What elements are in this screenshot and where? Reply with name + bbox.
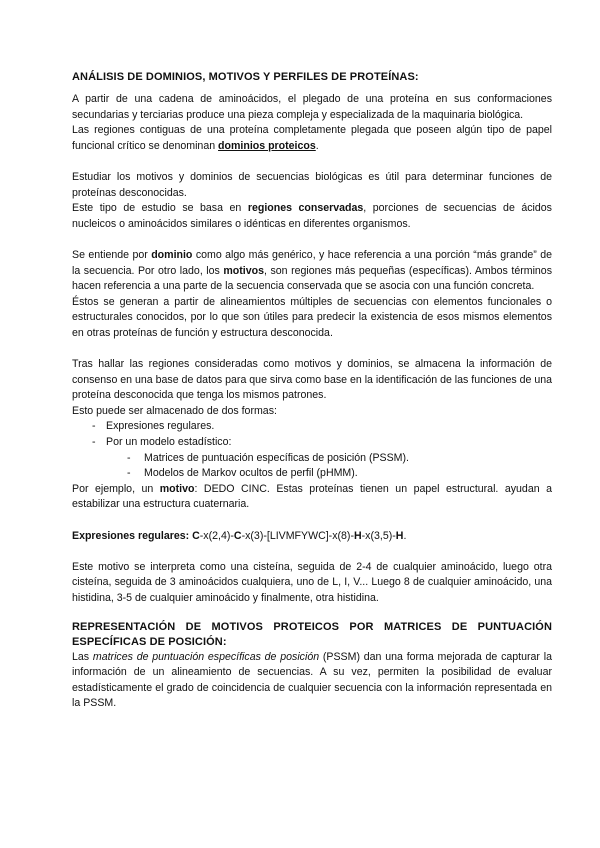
paragraph-estudiar-motivos: Estudiar los motivos y dominios de secuencias biológicas es útil para determinar funciones de proteínas desconocidas. [72, 170, 552, 199]
section-heading-analisis: ANÁLISIS DE DOMINIOS, MOTIVOS Y PERFILES DE PROTEÍNAS: [72, 71, 419, 83]
paragraph-tras-hallar: Tras hallar las regiones consideradas como motivos y dominios, se almacena la información de consenso en una base de datos para que sirva como base en la identificación de las funciones de una proteína desconocida que tenga los mismos patrones. [72, 358, 552, 402]
regex-residue: C [192, 529, 200, 542]
list-item [72, 435, 552, 451]
regex-label: Expresiones regulares: [72, 529, 193, 542]
section-heading-pssm: REPRESENTACIÓN DE MOTIVOS PROTEICOS POR MATRICES DE PUNTUACIÓN ESPECÍFICAS DE POSICIÓN: [72, 620, 552, 648]
regex-segment: -x(2,4)- [199, 529, 234, 542]
text-span: como algo más genérico, y hace referencia a una porción “más grande” de la secuencia. Por otro lado, los [72, 248, 552, 277]
term-dominio: dominio [151, 248, 193, 261]
term-motivo: motivo [159, 482, 195, 495]
list-item [72, 466, 552, 482]
text-span: . [315, 139, 319, 152]
paragraph-pssm [72, 650, 552, 712]
storage-forms-list [72, 419, 552, 450]
regex-segment: -x(3,5)- [361, 529, 396, 542]
text-span: Este tipo de estudio se basa en [72, 202, 248, 215]
term-pssm-italic: matrices de puntuación específicas de posición [92, 650, 320, 663]
spacer [72, 544, 552, 560]
regex-residue: H [395, 529, 404, 542]
spacer [72, 607, 552, 620]
text-span: : DEDO CINC. Estas proteínas tienen un papel estructural. ayudan a estabilizar una estructura cuaternaria. [72, 482, 552, 511]
paragraph-almacenado: Esto puede ser almacenado de dos formas: [72, 404, 277, 417]
statistical-model-sublist [72, 451, 552, 482]
paragraph-regiones-conservadas [72, 201, 552, 232]
paragraph-dominios-proteicos [72, 123, 552, 154]
list-dash: - [127, 467, 131, 480]
regex-residue: C [233, 529, 242, 542]
text-span: Las [72, 650, 93, 663]
term-regiones-conservadas: regiones conservadas [247, 202, 364, 215]
list-dash: - [92, 436, 96, 449]
list-item-label: Expresiones regulares. [106, 420, 215, 433]
paragraph-alineamientos: Éstos se generan a partir de alineamientos múltiples de secuencias con elementos funcionales o estructurales conocidos, por lo que son útiles para predecir la existencia de esos mismos elementos en otras proteínas de función y estructura desconocida. [72, 295, 552, 339]
regex-segment: -x(3)-[LIVMFYWC]-x(8)- [241, 529, 354, 542]
list-item-label: Modelos de Markov ocultos de perfil (pHMM). [144, 467, 358, 480]
term-dominios-proteicos: dominios proteicos [218, 139, 316, 152]
paragraph-plegado: A partir de una cadena de aminoácidos, el plegado de una proteína en sus conformaciones secundarias y terciarias produce una pieza compleja y especializada de la maquinaria biológica. [72, 93, 552, 121]
text-span: (PSSM) dan una forma mejorada de capturar la información de un alineamiento de secuencias. A su vez, permiten la posibilidad de evaluar estadísticamente el grado de coincidencia de cualquier secuencia con la información representada en la PSSM. [72, 650, 552, 710]
regex-motif-line [72, 529, 552, 545]
paragraph-dominio-motivo [72, 248, 552, 295]
text-span: Las regiones contiguas de una proteína completamente plegada que poseen algún tipo de papel funcional crítico se denominan [72, 124, 552, 152]
term-motivos: motivos [223, 264, 265, 277]
text-span: Se entiende por [72, 248, 152, 261]
list-item [72, 419, 552, 435]
spacer [72, 342, 552, 358]
list-item-label: Matrices de puntuación específicas de posición (PSSM). [144, 451, 409, 464]
regex-residue: H [353, 529, 362, 542]
list-item-label: Por un modelo estadístico: [106, 436, 232, 449]
text-span: , porciones de secuencias de ácidos nucleicos o aminoácidos similares o idénticas en diferentes organismos. [72, 202, 552, 230]
spacer [72, 154, 552, 170]
paragraph-ejemplo-motivo [72, 482, 552, 513]
regex-segment: . [403, 529, 407, 542]
paragraph-interpretacion: Este motivo se interpreta como una cisteína, seguida de 2-4 de cualquier aminoácido, luego otra cisteína, seguida de 3 aminoácidos cualquiera, uno de L, I, V... Luego 8 de cualquier aminoácido, una histidina, 3-5 de cualquier aminoácido y finalmente, otra histidina. [72, 560, 552, 604]
list-dash: - [92, 420, 96, 433]
list-dash: - [127, 451, 131, 464]
spacer [72, 513, 552, 529]
spacer [72, 232, 552, 248]
text-span: , son regiones más pequeñas (específicas). Ambos términos hacen referencia a una parte de la secuencia conservada que se asocia con una función concreta. [72, 264, 552, 293]
list-item [72, 451, 552, 467]
text-span: Por ejemplo, un [72, 482, 160, 495]
